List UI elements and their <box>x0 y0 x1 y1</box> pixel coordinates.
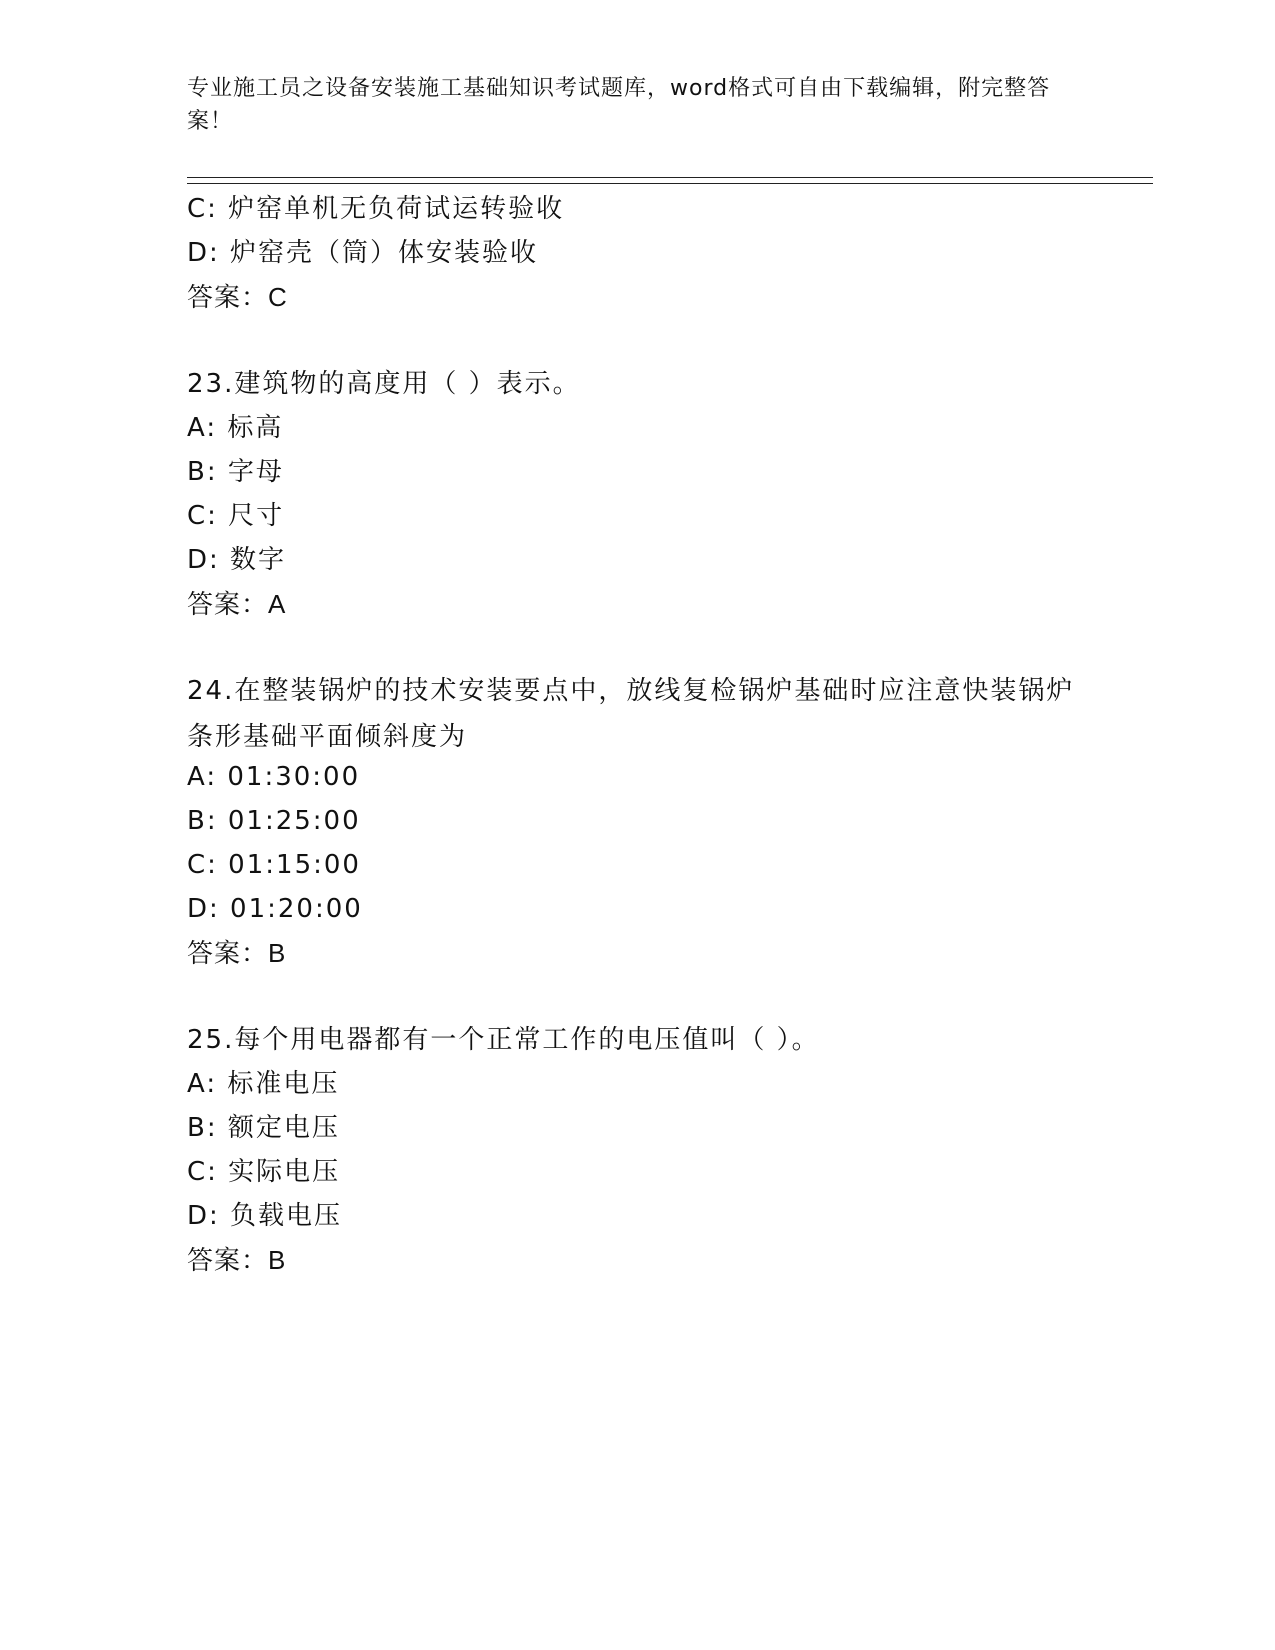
q23-option-d: D: 数字 <box>187 545 287 575</box>
q23-answer: 答案：A <box>187 589 287 619</box>
q23-option-c: C: 尺寸 <box>187 501 285 531</box>
q24-option-a: A: 01:30:00 <box>187 762 361 792</box>
q23-question: 23.建筑物的高度用（ ）表示。 <box>187 369 581 399</box>
q24-option-c: C: 01:15:00 <box>187 850 361 880</box>
header-rule-top <box>187 177 1153 178</box>
q22-option-c: C: 炉窑单机无负荷试运转验收 <box>187 194 565 224</box>
q24-option-b: B: 01:25:00 <box>187 806 361 836</box>
q25-option-d: D: 负载电压 <box>187 1201 343 1231</box>
q25-option-a: A: 标准电压 <box>187 1069 340 1099</box>
q25-answer: 答案：B <box>187 1245 287 1275</box>
q25-option-b: B: 额定电压 <box>187 1113 340 1143</box>
q24-option-d: D: 01:20:00 <box>187 894 363 924</box>
header-rule-bottom <box>187 183 1153 184</box>
q25-option-c: C: 实际电压 <box>187 1157 341 1187</box>
q23-option-b: B: 字母 <box>187 457 284 487</box>
q23-option-a: A: 标高 <box>187 413 284 443</box>
q25-question: 25.每个用电器都有一个正常工作的电压值叫（ ）。 <box>187 1025 820 1055</box>
q24-answer: 答案：B <box>187 938 287 968</box>
q22-answer: 答案：C <box>187 282 288 312</box>
q24-question: 24.在整装锅炉的技术安装要点中，放线复检锅炉基础时应注意快装锅炉条形基础平面倾斜度为 <box>187 676 1075 752</box>
document-header: 专业施工员之设备安装施工基础知识考试题库，word格式可自由下载编辑，附完整答案！ <box>187 76 1051 134</box>
q22-option-d: D: 炉窑壳（筒）体安装验收 <box>187 238 539 268</box>
